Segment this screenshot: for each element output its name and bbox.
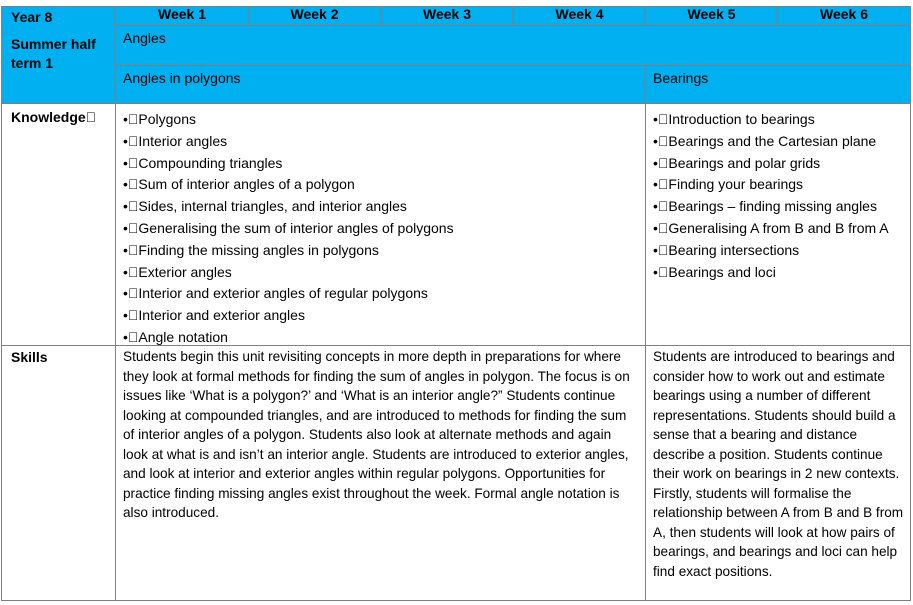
list-item: • Bearings and the Cartesian plane: [653, 132, 870, 149]
list-item: • Generalising the sum of interior angles of polygons: [123, 219, 447, 236]
week-5-header: [645, 6, 778, 26]
week-4-header: [513, 6, 646, 26]
list-item: • Compounding triangles: [123, 154, 276, 171]
week-3-header: [380, 6, 514, 26]
skills-right-text: Students are introduced to bearings and consider how to work out and estimate bearings using a number of different representations. Students should build a sense that a bearing and distance describe a position. Students continue their work on bearings in 2 new contexts. Firstly, students will formalise the relationship between A from B and B from A, then students will look at how pairs of bearings, and bearings and loci can help find exact positions.: [653, 349, 904, 580]
list-item: • Sides, internal triangles, and interior angles: [123, 198, 401, 215]
week-4-label: Week 4: [555, 6, 604, 22]
list-item: • Angle notation: [123, 328, 221, 345]
subtopic-right-cell: [645, 65, 911, 104]
list-item: • Interior and exterior angles: [123, 307, 299, 324]
subtopic-left-label: Angles in polygons: [123, 70, 241, 86]
skills-label: Skills: [11, 349, 48, 365]
list-item: • Bearings and polar grids: [653, 154, 814, 171]
subtopic-left-cell: [115, 65, 646, 104]
year-label: Year 8: [11, 9, 53, 25]
list-item: • Generalising A from B and B from A: [653, 219, 883, 236]
list-item: • Finding your bearings: [653, 176, 797, 193]
topic-label: Angles: [123, 30, 166, 46]
knowledge-right-list: [646, 104, 910, 283]
list-item: • Exterior angles: [123, 263, 226, 280]
list-item: • Interior and exterior angles of regular polygons: [123, 285, 422, 302]
list-item: • Bearing intersections: [653, 241, 793, 258]
skills-left-cell: [115, 345, 646, 601]
list-item: • Sum of interior angles of a polygon: [123, 176, 349, 193]
subtopic-right-label: Bearings: [653, 70, 709, 86]
list-item: • Finding the missing angles in polygons: [123, 241, 373, 258]
list-item: • Introduction to bearings: [653, 111, 809, 127]
skills-right-cell: [645, 345, 911, 601]
week-2-label: Week 2: [290, 6, 339, 22]
term-label: Summer half term 1: [11, 36, 96, 71]
knowledge-label: Knowledge: [11, 109, 86, 125]
list-item: • Polygons: [123, 111, 190, 127]
knowledge-left-cell: [115, 103, 646, 346]
knowledge-left-list: [116, 104, 645, 349]
year-term-cell: [1, 6, 116, 104]
week-1-header: [115, 6, 249, 26]
skills-left-text: Students begin this unit revisiting concepts in more depth in preparations for where they look at formal methods for finding the sum of angles in polygon. The focus is on issues like ‘What is a polygon?’ and ‘What is an interior angle?” Students continue looking at compounded triangles, and are introduced to methods for finding the sum of interior angles of a polygon. Students also look at alternate methods and again look at what is and isn’t an interior angle. Students are introduced to exterior angles, and look at interior and exterior angles within regular polygons. Opportunities for practice finding missing angles exist throughout the week. Formal angle notation is also introduced.: [123, 349, 630, 521]
topic-cell: [115, 25, 911, 66]
week-3-label: Week 3: [423, 6, 471, 22]
knowledge-right-cell: [645, 103, 911, 346]
list-item: • Interior angles: [123, 132, 221, 149]
week-2-header: [248, 6, 381, 26]
knowledge-label-cell: [1, 103, 116, 346]
skills-label-cell: [1, 345, 116, 601]
list-item: • Bearings and loci: [653, 263, 770, 280]
week-5-label: Week 5: [687, 6, 736, 22]
week-6-header: [777, 6, 911, 26]
week-6-label: Week 6: [820, 6, 868, 22]
list-item: • Bearings – finding missing angles: [653, 198, 871, 215]
week-1-label: Week 1: [158, 6, 206, 22]
